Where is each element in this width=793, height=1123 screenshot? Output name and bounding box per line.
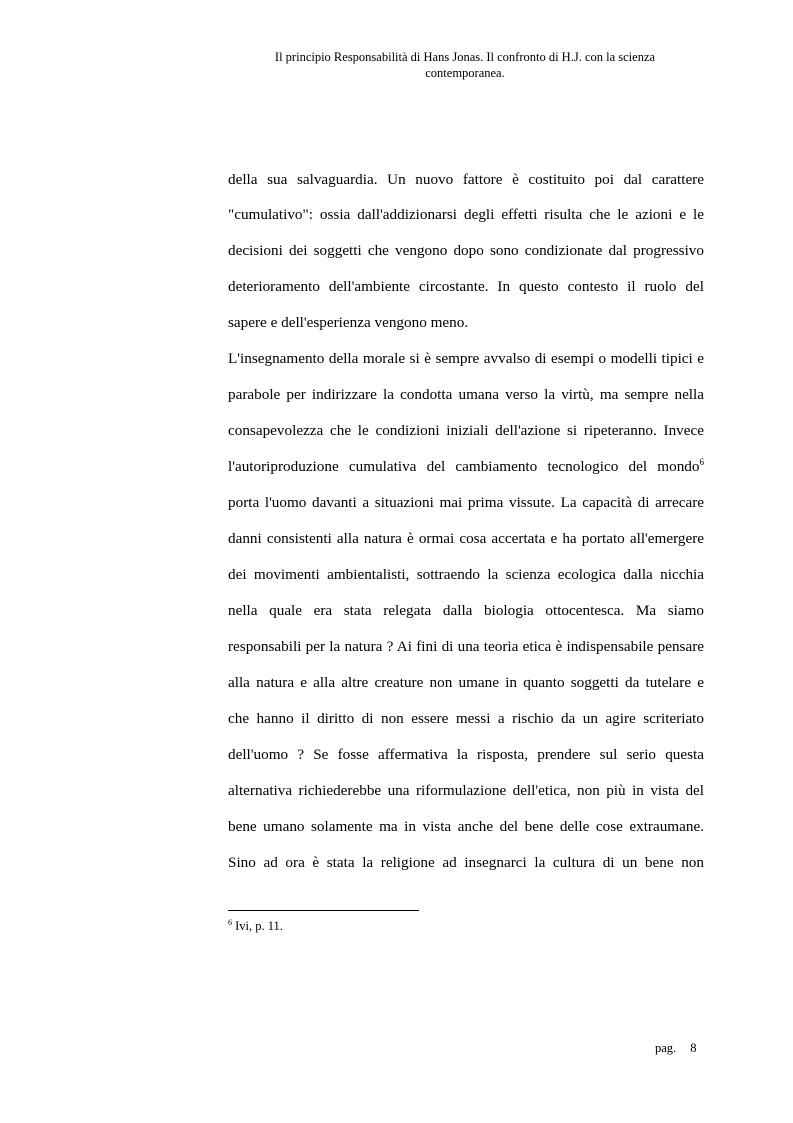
body-line: bene umano solamente ma in vista anche del bene delle cose extraumane.	[228, 818, 704, 835]
body-line: L'insegnamento della morale si è sempre avvalso di esempi o modelli tipici e	[228, 350, 704, 367]
body-line: che hanno il diritto di non essere messi a rischio da un agire scriteriato	[228, 710, 704, 727]
footnote-reference: 6	[699, 457, 704, 467]
body-line-with-footnote-ref	[228, 458, 704, 476]
page-number-value: 8	[690, 1041, 697, 1055]
header-line-1: Il principio Responsabilità di Hans Jonas. Il confronto di H.J. con la scienza	[274, 50, 656, 64]
body-line: Sino ad ora è stata la religione ad insegnarci la cultura di un bene non	[228, 854, 704, 871]
footnote	[228, 918, 283, 934]
body-line: responsabili per la natura ? Ai fini di una teoria etica è indispensabile pensare	[228, 638, 704, 655]
body-line: decisioni dei soggetti che vengono dopo sono condizionate dal progressivo	[228, 242, 704, 259]
running-header	[240, 49, 690, 81]
body-line: alla natura e alla altre creature non umane in quanto soggetti da tutelare e	[228, 674, 704, 691]
body-line-text: l'autoriproduzione cumulativa del cambiamento tecnologico del mondo	[228, 458, 700, 475]
body-line: sapere e dell'esperienza vengono meno.	[228, 314, 469, 331]
page-number	[655, 1040, 696, 1056]
body-line: danni consistenti alla natura è ormai cosa accertata e ha portato all'emergere	[228, 530, 704, 547]
body-line: nella quale era stata relegata dalla biologia ottocentesca. Ma siamo	[228, 602, 704, 619]
body-line: "cumulativo": ossia dall'addizionarsi degli effetti risulta che le azioni e le	[228, 206, 704, 223]
header-line-2: contemporanea.	[425, 66, 505, 80]
footnote-separator	[228, 910, 419, 911]
footnote-marker: 6	[228, 918, 232, 927]
footnote-text: Ivi, p. 11.	[232, 919, 283, 933]
body-line: dei movimenti ambientalisti, sottraendo la scienza ecologica dalla nicchia	[228, 566, 704, 583]
body-line: alternativa richiederebbe una riformulazione dell'etica, non più in vista del	[228, 782, 704, 799]
body-line: deterioramento dell'ambiente circostante. In questo contesto il ruolo del	[228, 278, 704, 295]
body-line: consapevolezza che le condizioni iniziali dell'azione si ripeteranno. Invece	[228, 422, 704, 439]
body-line: dell'uomo ? Se fosse affermativa la risposta, prendere sul serio questa	[228, 746, 704, 763]
body-line: porta l'uomo davanti a situazioni mai prima vissute. La capacità di arrecare	[228, 494, 704, 511]
body-line: della sua salvaguardia. Un nuovo fattore è costituito poi dal carattere	[228, 171, 704, 188]
body-line: parabole per indirizzare la condotta umana verso la virtù, ma sempre nella	[228, 386, 704, 403]
page-label: pag.	[655, 1041, 677, 1055]
